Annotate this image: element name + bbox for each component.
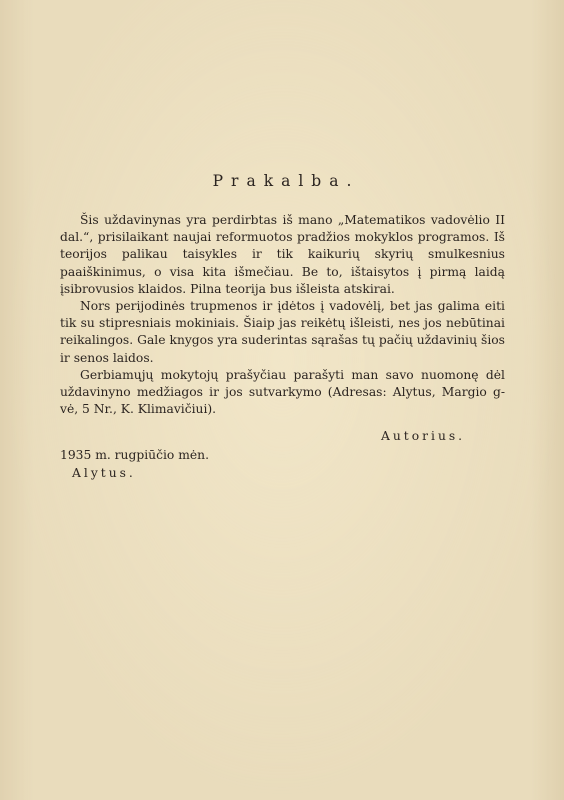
date-line: 1935 m. rugpiūčio mėn. — [60, 448, 209, 462]
place-line: Alytus. — [72, 466, 136, 480]
page-title: Prakalba. — [212, 172, 360, 190]
paragraph-2: Nors perijodinės trupmenos ir įdėtos į vadovėlį, bet jas galima eiti tik su stipresniais mokiniais. Šiaip jas reikėtų išleisti, nes jos nebūtinai reikalingos. Gale knygos yra suderintas sąrašas tų pačių uždavinių šios ir senos laidos. — [60, 299, 505, 365]
preface-body — [60, 212, 505, 418]
author-signature: Autorius. — [381, 429, 466, 443]
paragraph-3: Gerbiamųjų mokytojų prašyčiau parašyti man savo nuomonę dėl uždavinyno medžiagos ir jos sutvarkymo (Adresas: Alytus, Margio g-vė, 5 Nr., K. Klimavičiui). — [60, 367, 505, 417]
paragraph-1: Šis uždavinynas yra perdirbtas iš mano „Matematikos vadovėlio II dal.“, prisilaikant naujai reformuotos pradžios mokyklos programos. Iš teorijos palikau taisykles ir tik kaikurių skyrių smulkesnius paaiškinimus, o visa kita išmečiau. Be to, ištaisytos į pirmą laidą įsibrovusios klaidos. Pilna teorija bus išleista atskirai. — [60, 213, 505, 296]
